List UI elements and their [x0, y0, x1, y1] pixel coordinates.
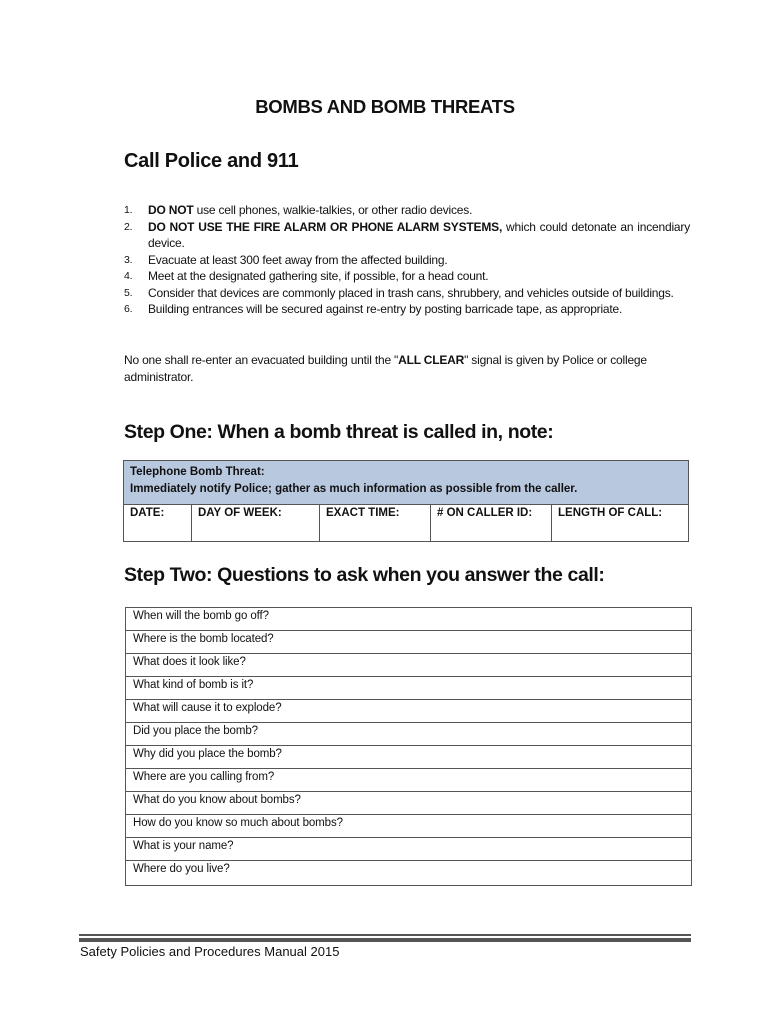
exact-time-field[interactable]: EXACT TIME: [319, 505, 430, 541]
question-row[interactable]: How do you know so much about bombs? [126, 815, 691, 838]
question-row[interactable]: What kind of bomb is it? [126, 677, 691, 700]
emphasis: DO NOT USE THE FIRE ALARM OR PHONE ALARM SYSTEMS, [148, 219, 503, 234]
list-item: 2. DO NOT USE THE FIRE ALARM OR PHONE ALARM SYSTEMS, which could detonate an incendiary device. [124, 219, 690, 250]
question-row[interactable]: Where are you calling from? [126, 769, 691, 792]
step-one-heading: Step One: When a bomb threat is called in, note: [124, 421, 554, 443]
question-row[interactable]: What is your name? [126, 838, 691, 861]
question-row[interactable]: When will the bomb go off? [126, 608, 691, 631]
question-row[interactable]: Where is the bomb located? [126, 631, 691, 654]
list-item: 3. Evacuate at least 300 feet away from the affected building. [124, 252, 448, 267]
telephone-threat-box [123, 460, 689, 542]
telephone-threat-header [124, 461, 688, 505]
list-item: 6. Building entrances will be secured against re-entry by posting barricade tape, as appropriate. [124, 302, 623, 316]
instruction-list [124, 202, 690, 318]
all-clear-note: No one shall re-enter an evacuated building until the "ALL CLEAR" signal is given by Police or college administrator. [124, 353, 647, 384]
length-of-call-field[interactable]: LENGTH OF CALL: [551, 505, 688, 541]
footer-divider-thick [79, 938, 691, 942]
question-row[interactable]: What do you know about bombs? [126, 792, 691, 815]
emphasis: DO NOT [148, 203, 194, 217]
box-title: Telephone Bomb Threat: [130, 466, 265, 478]
question-row[interactable]: Where do you live? [133, 863, 230, 875]
step-two-heading: Step Two: Questions to ask when you answer the call: [124, 564, 605, 586]
question-row[interactable]: What does it look like? [126, 654, 691, 677]
call-details-row [124, 505, 688, 541]
question-row[interactable]: Did you place the bomb? [126, 723, 691, 746]
list-item: 4. Meet at the designated gathering site, if possible, for a head count. [124, 269, 489, 283]
footer-text: Safety Policies and Procedures Manual 2015 [80, 944, 340, 959]
box-subtitle: Immediately notify Police; gather as much information as possible from the caller. [130, 483, 578, 495]
date-field[interactable]: DATE: [130, 507, 165, 519]
day-of-week-field[interactable]: DAY OF WEEK: [191, 505, 319, 541]
question-row[interactable]: What will cause it to explode? [126, 700, 691, 723]
footer-divider [79, 934, 691, 936]
list-item: 1. DO NOT use cell phones, walkie-talkies, or other radio devices. [124, 203, 473, 217]
questions-table [125, 607, 692, 886]
question-row[interactable]: Why did you place the bomb? [126, 746, 691, 769]
document-title: BOMBS AND BOMB THREATS [255, 96, 515, 117]
caller-id-field[interactable]: # ON CALLER ID: [430, 505, 551, 541]
all-clear-label: ALL CLEAR [398, 353, 465, 367]
list-item: 5. Consider that devices are commonly placed in trash cans, shrubbery, and vehicles outside of buildings. [124, 285, 674, 300]
call-police-heading: Call Police and 911 [124, 150, 299, 172]
